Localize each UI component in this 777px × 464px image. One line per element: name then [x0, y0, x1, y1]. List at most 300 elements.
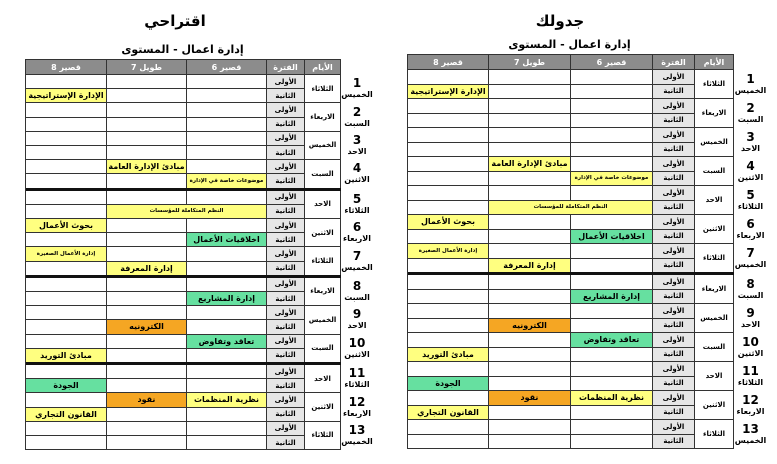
empty-cell: [187, 191, 267, 205]
period-cell: الأولى: [653, 186, 695, 201]
week-day-name: الاربعاء: [736, 406, 765, 416]
course-cell: موضوعات خاصة في الإدارة: [187, 174, 267, 188]
schedule-page-title: جدولك: [535, 12, 585, 30]
week-day-name: الخميس: [734, 435, 767, 445]
week-day-name: الاثنين: [737, 172, 764, 182]
empty-cell: [187, 278, 267, 292]
course-cell: اخلاقيات الأعمال: [187, 233, 267, 247]
empty-cell: [571, 244, 653, 259]
course-cell: الكترونيه: [107, 320, 187, 334]
empty-cell: [107, 379, 187, 393]
period-cell: الأولى: [267, 278, 305, 292]
course-cell: النظم المتكاملة للمؤسسات: [107, 205, 267, 219]
empty-cell: [187, 262, 267, 276]
week-number: 1: [746, 71, 755, 86]
day-cell: الاحد: [305, 191, 341, 219]
day-cell: الثلاثاء: [305, 75, 341, 103]
day-cell: الخميس: [305, 306, 341, 334]
empty-cell: [571, 143, 653, 158]
period-cell: الأولى: [267, 132, 305, 146]
course-cell: بحوث الأعمال: [408, 215, 489, 230]
empty-cell: [107, 335, 187, 349]
proposal-schedule-table: [25, 59, 341, 450]
empty-cell: [571, 114, 653, 129]
week-day-name: الثلاثاء: [737, 201, 764, 211]
empty-cell: [26, 233, 107, 247]
course-cell: إدارة المعرفة: [489, 259, 571, 274]
your-schedule-table: [407, 54, 734, 449]
period-cell: الأولى: [653, 304, 695, 319]
empty-cell: [408, 172, 489, 187]
period-cell: الثانية: [653, 259, 695, 274]
empty-cell: [489, 290, 571, 305]
empty-cell: [187, 422, 267, 436]
course-cell: بحوث الأعمال: [26, 219, 107, 233]
empty-cell: [107, 306, 187, 320]
empty-cell: [107, 75, 187, 89]
course-cell: نظرية المنظمات: [571, 391, 653, 406]
week-label: [341, 221, 373, 243]
empty-cell: [107, 422, 187, 436]
week-label: [734, 218, 767, 240]
empty-cell: [489, 244, 571, 259]
empty-cell: [187, 146, 267, 160]
week-day-name: الخميس: [341, 437, 373, 446]
week-number: 3: [352, 133, 362, 147]
period-cell: الثانية: [653, 406, 695, 421]
period-cell: الثانية: [267, 233, 305, 247]
course-cell: النظم المتكاملة للمؤسسات: [489, 201, 653, 216]
day-cell: الخميس: [695, 304, 734, 333]
empty-cell: [408, 128, 489, 143]
week-label: [341, 162, 373, 184]
week-label: [734, 102, 767, 124]
empty-cell: [187, 365, 267, 379]
period-cell: الثانية: [267, 174, 305, 188]
week-day-name: السبت: [737, 290, 764, 300]
empty-cell: [489, 435, 571, 450]
week-day-name: الثلاثاء: [737, 377, 764, 387]
period-cell: الأولى: [653, 128, 695, 143]
week-label: [341, 396, 373, 418]
empty-cell: [107, 118, 187, 132]
week-label: [341, 367, 373, 389]
empty-cell: [26, 335, 107, 349]
empty-cell: [187, 103, 267, 117]
day-cell: الخميس: [305, 132, 341, 160]
period-cell: الثانية: [267, 349, 305, 363]
week-number: 13: [742, 421, 759, 436]
week-day-name: الاحد: [740, 143, 761, 153]
empty-cell: [489, 333, 571, 348]
empty-cell: [107, 365, 187, 379]
empty-cell: [489, 143, 571, 158]
course-cell: تعاقد وتفاوض: [187, 335, 267, 349]
period-cell: الأولى: [653, 420, 695, 435]
day-cell: الاربعاء: [695, 275, 734, 304]
period-cell: الأولى: [653, 70, 695, 85]
course-cell: إدارة المشاريع: [571, 290, 653, 305]
period-cell: الأولى: [653, 391, 695, 406]
day-cell: الاثنين: [305, 393, 341, 421]
week-label: [734, 336, 767, 358]
course-cell: إدارة الأعمال الصغيرة: [408, 244, 489, 259]
empty-cell: [408, 420, 489, 435]
empty-cell: [571, 215, 653, 230]
empty-cell: [187, 132, 267, 146]
header-8-short: 8 قصير: [26, 60, 107, 75]
day-cell: الثلاثاء: [695, 420, 734, 449]
week-number: 5: [352, 191, 362, 206]
empty-cell: [571, 319, 653, 334]
period-cell: الثانية: [267, 146, 305, 160]
header-6-short: 6 قصير: [187, 60, 267, 75]
week-number: 5: [746, 187, 755, 202]
period-cell: الأولى: [267, 75, 305, 89]
week-number: 4: [746, 158, 755, 173]
empty-cell: [107, 191, 187, 205]
day-cell: الثلاثاء: [695, 244, 734, 273]
period-cell: الأولى: [653, 215, 695, 230]
empty-cell: [489, 70, 571, 85]
day-cell: السبت: [695, 333, 734, 362]
course-cell: تعاقد وتفاوض: [571, 333, 653, 348]
empty-cell: [408, 333, 489, 348]
period-cell: الثانية: [267, 89, 305, 103]
empty-cell: [489, 114, 571, 129]
empty-cell: [187, 160, 267, 174]
day-cell: السبت: [695, 157, 734, 186]
empty-cell: [408, 275, 489, 290]
empty-cell: [489, 420, 571, 435]
week-label: [734, 365, 767, 387]
empty-cell: [489, 275, 571, 290]
week-day-name: الاربعاء: [343, 408, 371, 418]
course-cell: الجودة: [408, 377, 489, 392]
period-cell: الثانية: [653, 114, 695, 129]
schedule-table-title: إدارة اعمال - المستوى: [508, 38, 631, 51]
empty-cell: [26, 278, 107, 292]
week-day-name: الاثنين: [737, 348, 764, 358]
empty-cell: [571, 85, 653, 100]
course-cell: اخلاقيات الأعمال: [571, 230, 653, 245]
empty-cell: [26, 320, 107, 334]
empty-cell: [408, 319, 489, 334]
period-cell: الثانية: [653, 319, 695, 334]
empty-cell: [489, 377, 571, 392]
empty-cell: [107, 349, 187, 363]
week-number: 6: [746, 216, 755, 231]
empty-cell: [571, 348, 653, 363]
week-number: 4: [352, 161, 362, 176]
period-cell: الأولى: [267, 219, 305, 233]
empty-cell: [408, 186, 489, 201]
day-cell: الثلاثاء: [305, 422, 341, 450]
course-cell: الإدارة الإستراتيجية: [26, 89, 107, 103]
week-number: 9: [352, 307, 362, 322]
day-cell: الاحد: [695, 362, 734, 391]
empty-cell: [26, 160, 107, 174]
day-cell: الاحد: [695, 186, 734, 215]
empty-cell: [26, 365, 107, 379]
empty-cell: [187, 320, 267, 334]
week-label: [341, 134, 373, 156]
period-cell: الأولى: [267, 335, 305, 349]
day-cell: الثلاثاء: [305, 247, 341, 275]
empty-cell: [26, 103, 107, 117]
week-day-name: الاثنين: [344, 349, 370, 359]
header-8-short: 8 قصير: [408, 55, 489, 70]
week-day-name: الخميس: [341, 262, 373, 272]
course-cell: موضوعات خاصة في الإدارة: [571, 172, 653, 187]
period-cell: الأولى: [653, 275, 695, 290]
empty-cell: [489, 172, 571, 187]
period-cell: الثانية: [653, 435, 695, 450]
course-cell: الإدارة الإستراتيجية: [408, 85, 489, 100]
week-label: [341, 280, 373, 302]
empty-cell: [187, 349, 267, 363]
empty-cell: [489, 348, 571, 363]
week-day-name: الاثنين: [344, 175, 370, 185]
empty-cell: [408, 157, 489, 172]
header-6-short: 6 قصير: [571, 55, 653, 70]
empty-cell: [408, 70, 489, 85]
course-cell: نقود: [489, 391, 571, 406]
week-label: [734, 131, 767, 153]
period-cell: الأولى: [267, 365, 305, 379]
empty-cell: [107, 89, 187, 103]
day-cell: الاثنين: [305, 219, 341, 247]
empty-cell: [408, 114, 489, 129]
period-cell: الثانية: [653, 230, 695, 245]
period-cell: الأولى: [267, 160, 305, 174]
period-cell: الثانية: [267, 262, 305, 276]
course-cell: نظرية المنظمات: [187, 393, 267, 407]
empty-cell: [571, 377, 653, 392]
week-number: 11: [348, 366, 366, 381]
empty-cell: [26, 422, 107, 436]
empty-cell: [571, 420, 653, 435]
day-cell: السبت: [305, 335, 341, 363]
day-cell: الثلاثاء: [695, 70, 734, 99]
empty-cell: [26, 306, 107, 320]
week-label: [734, 160, 767, 182]
empty-cell: [107, 247, 187, 261]
week-number: 10: [742, 334, 759, 349]
empty-cell: [26, 191, 107, 205]
empty-cell: [408, 143, 489, 158]
empty-cell: [187, 436, 267, 450]
empty-cell: [571, 259, 653, 274]
empty-cell: [489, 85, 571, 100]
empty-cell: [489, 230, 571, 245]
period-cell: الثانية: [267, 436, 305, 450]
empty-cell: [26, 262, 107, 276]
course-cell: مبادئ الإدارة العامة: [489, 157, 571, 172]
empty-cell: [489, 215, 571, 230]
empty-cell: [571, 362, 653, 377]
week-label: [734, 73, 767, 95]
period-cell: الثانية: [267, 320, 305, 334]
week-label: [734, 307, 767, 329]
week-number: 7: [746, 245, 755, 260]
week-label: [734, 394, 767, 416]
day-cell: الاربعاء: [695, 99, 734, 128]
empty-cell: [26, 205, 107, 219]
period-cell: الثانية: [653, 348, 695, 363]
week-label: [341, 77, 373, 99]
empty-cell: [571, 157, 653, 172]
period-cell: الثانية: [267, 408, 305, 422]
empty-cell: [26, 118, 107, 132]
header-period: الفترة: [267, 60, 305, 75]
week-label: [341, 308, 373, 330]
course-cell: القانون التجاري: [26, 408, 107, 422]
empty-cell: [408, 201, 489, 216]
empty-cell: [408, 290, 489, 305]
empty-cell: [107, 408, 187, 422]
header-7-long: 7 طويل: [489, 55, 571, 70]
week-label: [341, 106, 373, 128]
day-cell: السبت: [305, 160, 341, 188]
day-cell: الاثنين: [695, 391, 734, 420]
empty-cell: [571, 406, 653, 421]
header-days: الأيام: [305, 60, 341, 75]
period-cell: الثانية: [267, 379, 305, 393]
period-cell: الأولى: [653, 333, 695, 348]
empty-cell: [187, 89, 267, 103]
period-cell: الأولى: [653, 99, 695, 114]
period-cell: الأولى: [653, 362, 695, 377]
empty-cell: [187, 247, 267, 261]
week-number: 2: [746, 100, 755, 115]
week-label: [734, 423, 767, 445]
course-cell: القانون التجاري: [408, 406, 489, 421]
empty-cell: [571, 304, 653, 319]
week-number: 8: [746, 276, 755, 291]
empty-cell: [408, 230, 489, 245]
week-day-name: الخميس: [734, 85, 767, 95]
week-day-name: السبت: [344, 293, 370, 302]
week-label: [341, 337, 373, 359]
week-label: [734, 278, 767, 300]
week-label: [341, 193, 373, 215]
empty-cell: [107, 174, 187, 188]
empty-cell: [26, 174, 107, 188]
week-day-name: الخميس: [341, 90, 373, 100]
empty-cell: [107, 292, 187, 306]
empty-cell: [571, 70, 653, 85]
course-cell: الكترونيه: [489, 319, 571, 334]
day-cell: الاربعاء: [305, 278, 341, 306]
day-cell: الخميس: [695, 128, 734, 157]
empty-cell: [489, 186, 571, 201]
period-cell: الثانية: [267, 118, 305, 132]
proposal-table-title: إدارة اعمال - المستوى: [121, 43, 244, 56]
course-cell: الجودة: [26, 379, 107, 393]
course-cell: مبادئ التوريد: [408, 348, 489, 363]
empty-cell: [489, 128, 571, 143]
period-cell: الثانية: [653, 143, 695, 158]
week-day-name: الاربعاء: [736, 230, 765, 240]
empty-cell: [408, 391, 489, 406]
period-cell: الأولى: [653, 157, 695, 172]
empty-cell: [571, 186, 653, 201]
week-number: 2: [352, 104, 362, 119]
course-cell: مبادئ الإدارة العامة: [107, 160, 187, 174]
period-cell: الثانية: [653, 377, 695, 392]
period-cell: الثانية: [267, 205, 305, 219]
empty-cell: [408, 259, 489, 274]
period-cell: الثانية: [653, 201, 695, 216]
week-number: 8: [352, 279, 362, 293]
week-day-name: الخميس: [734, 259, 767, 269]
empty-cell: [107, 219, 187, 233]
empty-cell: [107, 132, 187, 146]
empty-cell: [571, 275, 653, 290]
empty-cell: [489, 362, 571, 377]
empty-cell: [408, 99, 489, 114]
empty-cell: [187, 75, 267, 89]
header-7-long: 7 طويل: [107, 60, 187, 75]
empty-cell: [571, 435, 653, 450]
empty-cell: [26, 75, 107, 89]
period-cell: الأولى: [267, 393, 305, 407]
empty-cell: [26, 436, 107, 450]
week-day-name: الثلاثاء: [344, 380, 370, 390]
empty-cell: [26, 292, 107, 306]
course-cell: إدارة الأعمال الصغيرة: [26, 247, 107, 261]
header-period: الفترة: [653, 55, 695, 70]
week-number: 12: [348, 394, 366, 409]
empty-cell: [187, 379, 267, 393]
empty-cell: [187, 306, 267, 320]
empty-cell: [571, 99, 653, 114]
empty-cell: [408, 362, 489, 377]
week-day-name: الاحد: [347, 147, 367, 156]
empty-cell: [187, 118, 267, 132]
header-days: الأيام: [695, 55, 734, 70]
week-day-name: السبت: [737, 114, 764, 124]
empty-cell: [187, 408, 267, 422]
empty-cell: [107, 103, 187, 117]
week-day-name: الاحد: [347, 321, 367, 331]
period-cell: الأولى: [267, 306, 305, 320]
week-day-name: الاحد: [740, 319, 761, 329]
period-cell: الثانية: [653, 290, 695, 305]
period-cell: الأولى: [653, 244, 695, 259]
week-number: 12: [742, 392, 759, 407]
week-label: [734, 189, 767, 211]
empty-cell: [489, 406, 571, 421]
week-day-name: الثلاثاء: [344, 205, 370, 215]
week-day-name: السبت: [344, 118, 370, 128]
empty-cell: [26, 132, 107, 146]
day-cell: الاثنين: [695, 215, 734, 244]
period-cell: الثانية: [653, 85, 695, 100]
day-cell: الاحد: [305, 365, 341, 393]
empty-cell: [26, 393, 107, 407]
period-cell: الأولى: [267, 422, 305, 436]
course-cell: مبادئ التوريد: [26, 349, 107, 363]
empty-cell: [571, 128, 653, 143]
week-number: 7: [352, 248, 362, 263]
week-number: 1: [352, 76, 362, 91]
empty-cell: [26, 146, 107, 160]
day-cell: الاربعاء: [305, 103, 341, 131]
empty-cell: [107, 436, 187, 450]
week-day-name: الاربعاء: [343, 234, 371, 244]
